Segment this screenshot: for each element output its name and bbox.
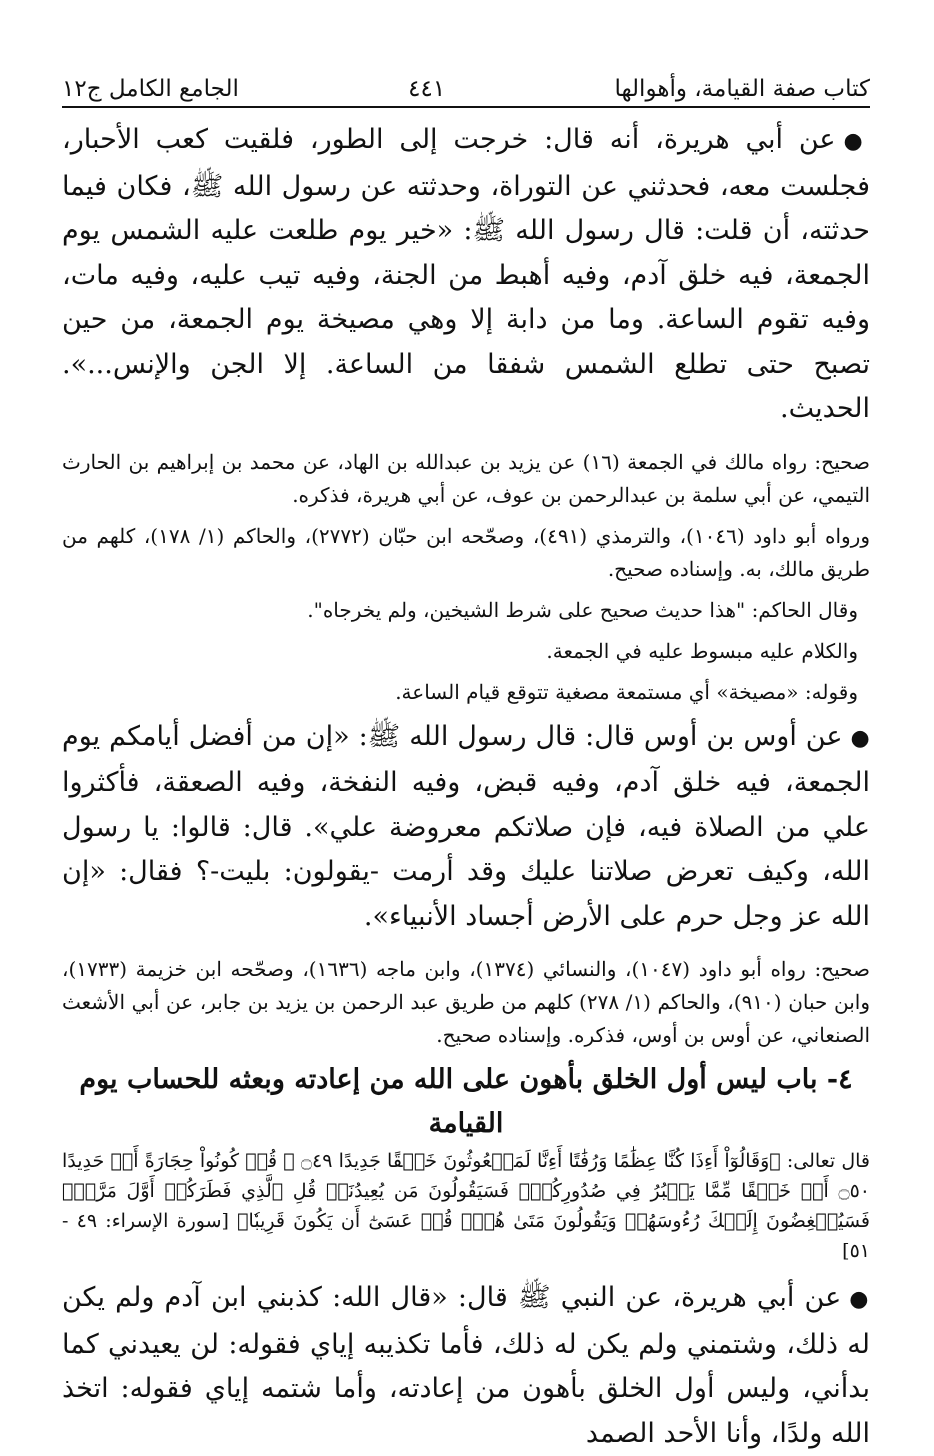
hadith-paragraph bbox=[62, 1276, 870, 1456]
header-volume-title: الجامع الكامل ج١٢ bbox=[62, 76, 239, 102]
hadith-text: عن أوس بن أوس قال: قال رسول الله ﷺ: «إن من أفضل أيامكم يوم الجمعة، فيه خلق آدم، وفيه قبض، وفيه النفخة، وفيه الصعقة، فأكثروا علي من الصلاة فيه، فإن صلاتكم معروضة علي». قال: قالوا: يا رسول الله، وكيف تعرض صلاتنا عليك وقد أرمت -يقولون: بليت-؟ فقال: «إن الله عز وجل حرم على الأرض أجساد الأنبياء». bbox=[62, 720, 870, 932]
bullet-icon: ● bbox=[849, 1287, 871, 1312]
page-number: ٤٤١ bbox=[408, 76, 446, 102]
takhrij-note: والكلام عليه مبسوط عليه في الجمعة. bbox=[546, 638, 858, 663]
header-book-title: كتاب صفة القيامة، وأهوالها bbox=[614, 76, 870, 102]
takhrij-note: وقوله: «مصيخة» أي مستمعة مصغية تتوقع قيام الساعة. bbox=[395, 679, 858, 704]
bullet-icon: ● bbox=[850, 725, 870, 751]
takhrij-note: صحيح: رواه مالك في الجمعة (١٦) عن يزيد بن عبدالله بن الهاد، عن محمد بن إبراهيم بن الحارث التيمي، عن أبي سلمة بن عبدالرحمن بن عوف، عن أبي هريرة، فذكره. bbox=[62, 449, 870, 507]
hadith-paragraph bbox=[62, 715, 870, 940]
header-divider bbox=[62, 106, 870, 108]
quran-quote: قال تعالى: ﴿وَقَالُوٓاْ أَءِذَا كُنَّا عِظَٰمًا وَرُفَٰتًا أَءِنَّا لَمَبۡعُوثُونَ خَلۡقًا جَدِيدًا ۝٤٩ ۞ قُلۡ كُونُواْ حِجَارَةً أَوۡ حَدِيدًا ۝٥٠ أَوۡ خَلۡقًا مِّمَّا يَكۡبُرُ فِي صُدُورِكُمۡۚ فَسَيَقُولُونَ مَن يُعِيدُنَاۖ قُلِ ٱلَّذِي فَطَرَكُمۡ أَوَّلَ مَرَّةٖۚ فَسَيُنۡغِضُونَ إِلَيۡكَ رُءُوسَهُمۡ وَيَقُولُونَ مَتَىٰ هُوَۖ قُلۡ عَسَىٰٓ أَن يَكُونَ قَرِيبٗا﴾ [سورة الإسراء: ٤٩ - ٥١] bbox=[62, 1150, 871, 1262]
hadith-text: عن أبي هريرة، عن النبي ﷺ قال: «قال الله: كذبني ابن آدم ولم يكن له ذلك، وشتمني ولم يكن له ذلك، فأما تكذيبه إياي فقوله: لن يعيدني كما بدأني، وليس أول الخلق بأهون من إعادته، وأما شتمه إياي فقوله: اتخذ الله ولدًا، وأنا الأحد الصمد bbox=[62, 1282, 870, 1449]
hadith-text: عن أبي هريرة، أنه قال: خرجت إلى الطور، فلقيت كعب الأحبار، فجلست معه، فحدثني عن التوراة، وحدثته عن رسول الله ﷺ، فكان فيما حدثته، أن قلت: قال رسول الله ﷺ: «خير يوم طلعت عليه الشمس يوم الجمعة، فيه خلق آدم، وفيه أهبط من الجنة، وفيه تيب عليه، وفيه مات، وفيه تقوم الساعة. وما من دابة إلا وهي مصيخة يوم الجمعة، من حين تصبح حتى تطلع الشمس شفقا من الساعة. إلا الجن والإنس...». الحديث. bbox=[62, 124, 870, 424]
running-header bbox=[62, 52, 870, 102]
takhrij-note: صحيح: رواه أبو داود (١٠٤٧)، والنسائي (١٣٧٤)، وابن ماجه (١٦٣٦)، وصحّحه ابن خزيمة (١٧٣٣)، وابن حبان (٩١٠)، والحاكم (١/ ٢٧٨) كلهم من طريق عبد الرحمن بن يزيد بن جابر، عن أبي الأشعث الصنعاني، عن أوس بن أوس، فذكره. وإسناده صحيح. bbox=[62, 957, 871, 1047]
takhrij-note: وقال الحاكم: "هذا حديث صحيح على شرط الشيخين، ولم يخرجاه". bbox=[307, 597, 858, 622]
takhrij-note: ورواه أبو داود (١٠٤٦)، والترمذي (٤٩١)، وصحّحه ابن حبّان (٢٧٧٢)، والحاكم (١/ ١٧٨)، كلهم من طريق مالك، به. وإسناده صحيح. bbox=[62, 523, 870, 581]
page-body bbox=[62, 118, 870, 1456]
hadith-paragraph bbox=[62, 118, 870, 432]
chapter-heading: ٤- باب ليس أول الخلق بأهون على الله من إعادته وبعثه للحساب يوم القيامة bbox=[79, 1064, 853, 1139]
bullet-icon: ● bbox=[843, 129, 870, 154]
